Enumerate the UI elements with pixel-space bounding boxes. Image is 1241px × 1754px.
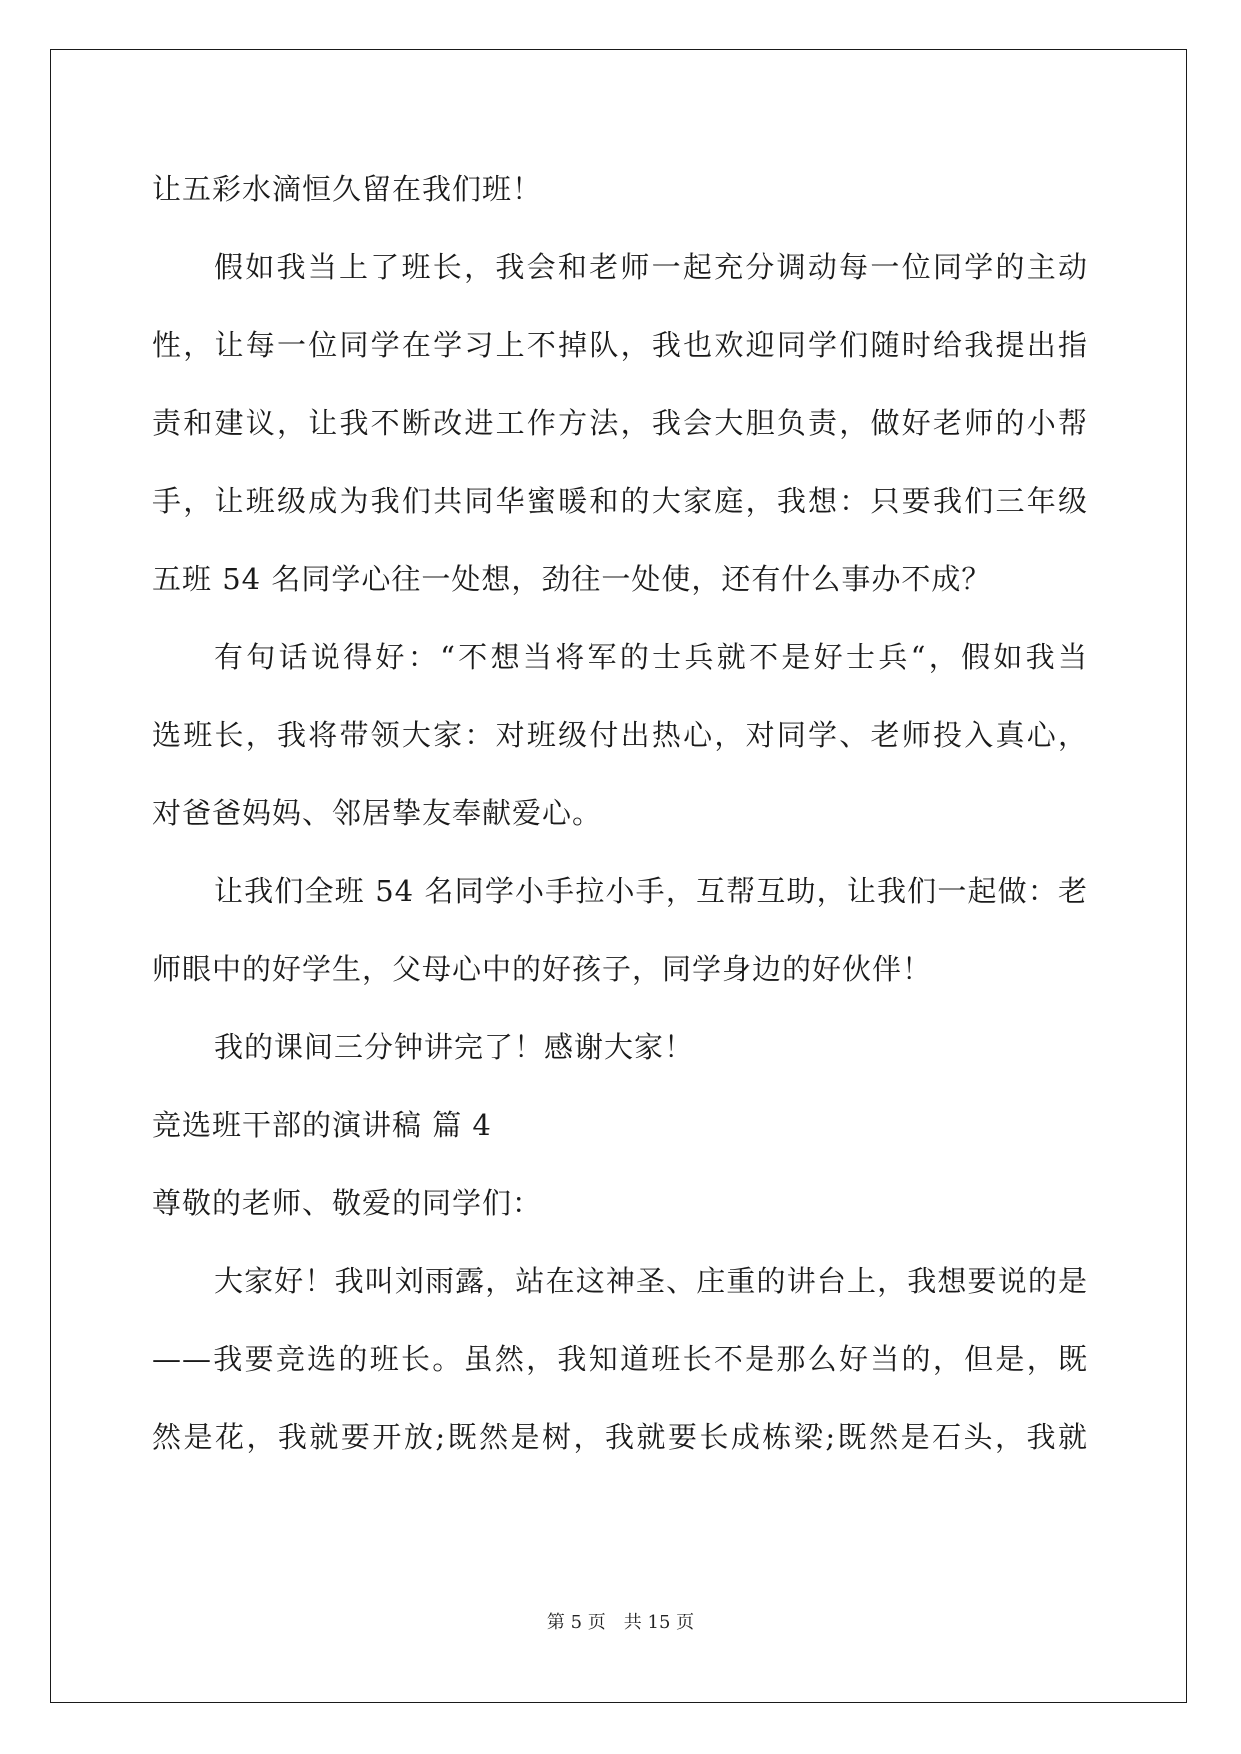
text-line: 让五彩水滴恒久留在我们班！ [152, 172, 543, 206]
text-line: 然是花，我就要开放;既然是树，我就要长成栋梁;既然是石头，我就 [152, 1420, 1088, 1454]
text-line: 五班 54 名同学心往一处想，劲往一处使，还有什么事办不成？ [152, 562, 992, 596]
page-number: 第 5 页 [546, 1612, 606, 1633]
page-footer [0, 1608, 1241, 1634]
document-body [152, 150, 1088, 1476]
text-line: 师眼中的好学生，父母心中的好孩子，同学身边的好伙伴！ [152, 952, 933, 986]
paragraph-start-line: 假如我当上了班长，我会和老师一起充分调动每一位同学的主动 [214, 250, 1088, 284]
paragraph-start-line: 有句话说得好：“不想当将军的士兵就不是好士兵“，假如我当 [214, 640, 1088, 674]
text-line: 性，让每一位同学在学习上不掉队，我也欢迎同学们随时给我提出指 [152, 328, 1088, 362]
salutation-line: 尊敬的老师、敬爱的同学们： [152, 1186, 543, 1220]
paragraph-start-line: 我的课间三分钟讲完了！感谢大家！ [214, 1030, 695, 1064]
text-line: ——我要竞选的班长。虽然，我知道班长不是那么好当的，但是，既 [152, 1342, 1088, 1376]
page-total: 共 15 页 [623, 1612, 695, 1633]
section-heading: 竞选班干部的演讲稿 篇 4 [152, 1108, 492, 1142]
text-line: 手，让班级成为我们共同华蜜暖和的大家庭，我想：只要我们三年级 [152, 484, 1088, 518]
text-line: 责和建议，让我不断改进工作方法，我会大胆负责，做好老师的小帮 [152, 406, 1088, 440]
text-line: 对爸爸妈妈、邻居挚友奉献爱心。 [152, 796, 603, 830]
paragraph-start-line: 让我们全班 54 名同学小手拉小手，互帮互助，让我们一起做：老 [214, 874, 1088, 908]
text-line: 选班长，我将带领大家：对班级付出热心，对同学、老师投入真心， [152, 718, 1088, 752]
paragraph-start-line: 大家好！我叫刘雨露，站在这神圣、庄重的讲台上，我想要说的是 [214, 1264, 1088, 1298]
